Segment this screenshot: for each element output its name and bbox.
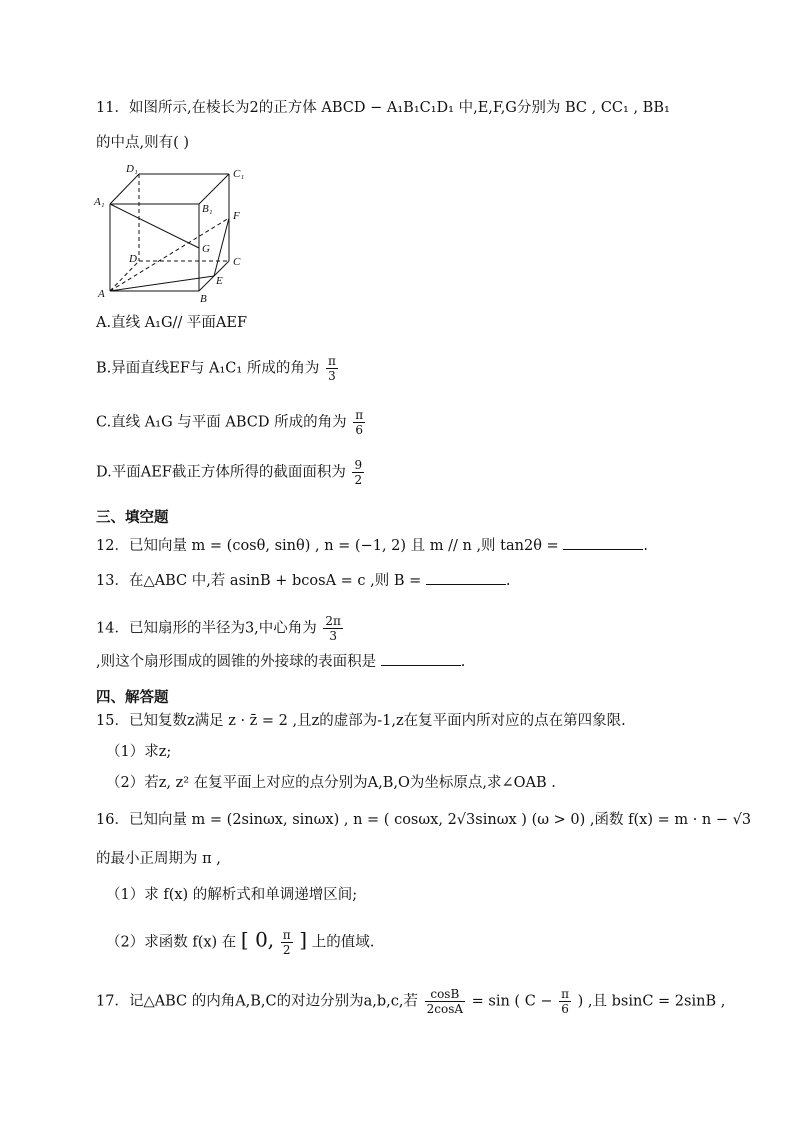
label-A1: A₁ <box>94 196 105 208</box>
q13: 13．在△ABC 中,若 asinB + bcosA = c ,则 B = . <box>96 570 511 591</box>
q11-stem-line2: 的中点,则有( ) <box>96 135 190 151</box>
q12: 12．已知向量 m = (cosθ, sinθ) , n = (−1, 2) 且 m // n ,则 tan2θ = . <box>96 535 648 556</box>
label-B1: B₁ <box>202 203 213 215</box>
label-G: G <box>202 243 210 255</box>
q12-answer-blank <box>563 535 643 550</box>
label-A: A <box>98 288 105 300</box>
fraction-pi-6: $\frac{\pi}{6}$ <box>355 408 364 437</box>
fraction-9-2: $\frac{9}{2}$ <box>354 458 363 487</box>
label-B: B <box>200 293 207 305</box>
q14-line2: ,则这个扇形围成的圆锥的外接球的表面积是 . <box>96 651 465 672</box>
label-D1: D₁ <box>126 163 138 175</box>
q14-line1: 14．已知扇形的半径为3,中心角为 $\frac{2\pi}{3}$ <box>96 614 341 643</box>
fraction-2pi-3: $\frac{2\pi}{3}$ <box>325 614 341 643</box>
label-C1: C₁ <box>233 168 245 180</box>
fraction-cosB-2cosA: $\frac{\cos B}{2\cos A}$ <box>426 987 464 1016</box>
q15-stem: 15．已知复数z满足 z · z̄ = 2 ,且z的虚部为-1,z在复平面内所对应的点在第四象限. <box>96 713 626 729</box>
q16-stem-line2: 的最小正周期为 π , <box>96 851 221 867</box>
q16-part2: （2）求函数 f(x) 在 [ 0, $\frac{\pi}{2}$ ] 上的值域. <box>106 927 375 957</box>
section-fill-in: 三、填空题 <box>96 510 169 526</box>
q16-stem-line1: 16．已知向量 m = (2sinωx, sinωx) , n = ( cosωx, 2√3sinωx ) (ω > 0) ,函数 f(x) = m · n − √3 <box>96 812 752 828</box>
q16-part1: （1）求 f(x) 的解析式和单调递增区间; <box>106 887 358 903</box>
section-solutions: 四、解答题 <box>96 690 169 706</box>
q15-part1: （1）求z; <box>106 744 172 760</box>
fraction-pi-6-b: $\frac{\pi}{6}$ <box>561 987 570 1016</box>
q17-stem: 17．记△ABC 的内角A,B,C的对边分别为a,b,c,若 $\frac{\cos B}{2\cos A}$ = sin ( C − $\frac{\pi}{6}$ ) ,且 bsinC = 2sinB , <box>96 987 726 1016</box>
q14-answer-blank <box>381 651 461 666</box>
q11-option-d: D.平面AEF截正方体所得的截面面积为 $\frac{9}{2}$ <box>96 458 363 487</box>
q11-option-c: C.直线 A₁G 与平面 ABCD 所成的角为 $\frac{\pi}{6}$ <box>96 408 364 437</box>
fraction-pi-3: $\frac{\pi}{3}$ <box>327 354 336 383</box>
label-F: F <box>233 210 240 222</box>
cube-figure <box>92 158 252 306</box>
label-C: C <box>233 256 241 268</box>
q15-part2: （2）若z, z² 在复平面上对应的点分别为A,B,O为坐标原点,求∠OAB . <box>106 775 556 791</box>
label-D: D <box>129 253 137 265</box>
fraction-pi-2: $\frac{\pi}{2}$ <box>282 928 291 957</box>
q11-stem-line1: 11．如图所示,在棱长为2的正方体 ABCD − A₁B₁C₁D₁ 中,E,F,G分别为 BC , CC₁ , BB₁ <box>96 100 670 116</box>
q11-option-a: A.直线 A₁G// 平面AEF <box>96 315 248 331</box>
q11-option-b: B.异面直线EF与 A₁C₁ 所成的角为 $\frac{\pi}{3}$ <box>96 354 336 383</box>
q13-answer-blank <box>426 570 506 585</box>
label-E: E <box>216 275 223 287</box>
